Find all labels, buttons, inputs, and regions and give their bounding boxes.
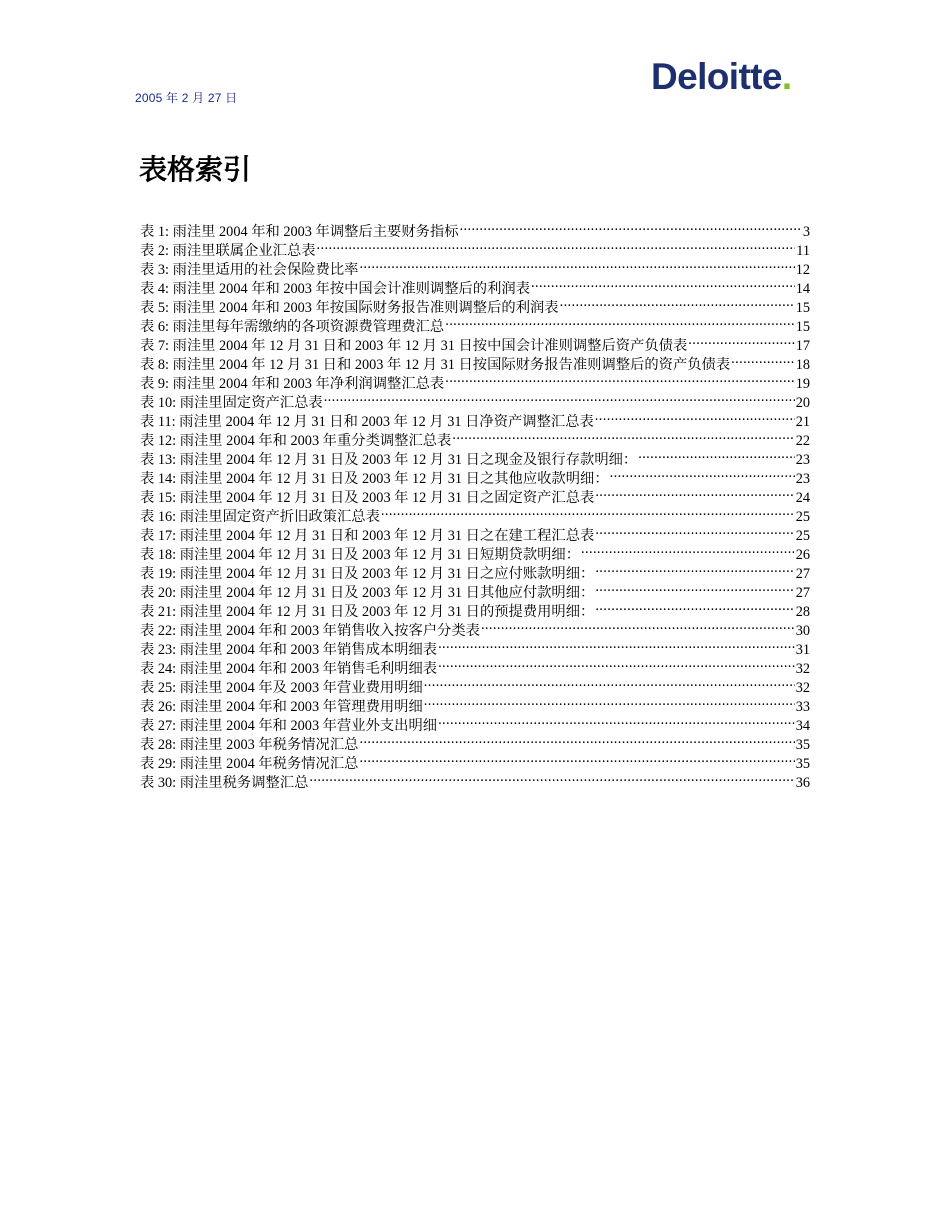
toc-dot-leader [638,445,794,464]
toc-entry-page-number: 30 [795,623,810,639]
toc-entry-page-number: 20 [795,395,810,411]
toc-dot-leader [424,673,795,692]
toc-entry-page-number: 26 [795,547,810,563]
toc-dot-leader [381,502,795,521]
toc-entry-page-number: 12 [795,262,810,278]
toc-entry-page-number: 23 [795,452,810,468]
toc-dot-leader [731,350,795,369]
toc-entry-page-number: 19 [795,376,810,392]
toc-entry-title: 表 30: 雨洼里税务调整汇总 [140,775,309,791]
toc-dot-leader [359,749,794,768]
toc-entry-title: 表 8: 雨洼里 2004 年 12 月 31 日和 2003 年 12 月 31 日按国际财务报告准则调整后的资产负债表 [140,357,731,373]
logo-green-dot: . [781,56,792,97]
toc-entry-page-number: 25 [795,528,810,544]
toc-entry-page-number: 27 [795,585,810,601]
toc-dot-leader [595,578,794,597]
toc-dot-leader [445,369,794,388]
toc-dot-leader [595,483,794,502]
toc-entry-title: 表 25: 雨洼里 2004 年及 2003 年营业费用明细 [140,680,423,696]
toc-dot-leader [595,521,794,540]
toc-entry-page-number: 15 [795,319,810,335]
toc-entry-title: 表 2: 雨洼里联属企业汇总表 [140,243,316,259]
toc-entry-title: 表 27: 雨洼里 2004 年和 2003 年营业外支出明细 [140,718,438,734]
toc-dot-leader [581,540,795,559]
logo-wordmark: Deloitte [651,56,782,97]
toc-entry-page-number: 36 [795,775,810,791]
toc-entry-title: 表 6: 雨洼里每年需缴纳的各项资源费管理费汇总 [140,319,445,335]
toc-entry-title: 表 13: 雨洼里 2004 年 12 月 31 日及 2003 年 12 月 31 日之现金及银行存款明细： [140,452,638,468]
toc-dot-leader [531,274,795,293]
page-title: 表格索引 [139,153,252,186]
toc-dot-leader [560,293,795,312]
toc-entry-page-number: 17 [795,338,810,354]
toc-entry-title: 表 26: 雨洼里 2004 年和 2003 年管理费用明细 [140,699,423,715]
toc-dot-leader [438,711,795,730]
toc-dot-leader [452,426,794,445]
toc-entry-title: 表 1: 雨洼里 2004 年和 2003 年调整后主要财务指标 [140,224,459,240]
toc-entry[interactable] [140,217,810,240]
toc-entry-page-number: 22 [795,433,810,449]
toc-entry-title: 表 21: 雨洼里 2004 年 12 月 31 日及 2003 年 12 月 31 日的预提费用明细： [140,604,595,620]
toc-dot-leader [610,464,795,483]
toc-entry-page-number: 33 [795,699,810,715]
toc-entry-page-number: 32 [795,661,810,677]
toc-entry-page-number: 28 [795,604,810,620]
toc-entry-page-number: 32 [795,680,810,696]
toc-entry-page-number: 31 [795,642,810,658]
toc-dot-leader [445,312,794,331]
toc-dot-leader [424,692,795,711]
toc-entry-title: 表 22: 雨洼里 2004 年和 2003 年销售收入按客户分类表 [140,623,480,639]
toc-entry-title: 表 15: 雨洼里 2004 年 12 月 31 日及 2003 年 12 月 31 日之固定资产汇总表 [140,490,595,506]
toc-entry-page-number: 11 [796,243,810,259]
toc-entry-page-number: 14 [795,281,810,297]
toc-entry-page-number: 21 [795,414,810,430]
toc-entry-page-number: 35 [795,737,810,753]
toc-entry-page-number: 27 [795,566,810,582]
toc-entry-title: 表 23: 雨洼里 2004 年和 2003 年销售成本明细表 [140,642,438,658]
toc-entry-page-number: 35 [795,756,810,772]
toc-entry-page-number: 34 [795,718,810,734]
toc-entry-title: 表 29: 雨洼里 2004 年税务情况汇总 [140,756,359,772]
toc-entry-title: 表 12: 雨洼里 2004 年和 2003 年重分类调整汇总表 [140,433,452,449]
deloitte-logo [651,56,792,98]
toc-entry-page-number: 25 [795,509,810,525]
toc-entry-title: 表 19: 雨洼里 2004 年 12 月 31 日及 2003 年 12 月 31 日之应付账款明细： [140,566,595,582]
toc-entry-title: 表 16: 雨洼里固定资产折旧政策汇总表 [140,509,380,525]
toc-entry-title: 表 9: 雨洼里 2004 年和 2003 年净利润调整汇总表 [140,376,445,392]
toc-dot-leader [324,388,795,407]
toc-entry-title: 表 10: 雨洼里固定资产汇总表 [140,395,323,411]
toc-dot-leader [460,217,802,236]
toc-entry-title: 表 14: 雨洼里 2004 年 12 月 31 日及 2003 年 12 月 31 日之其他应收款明细： [140,471,609,487]
toc-entry-title: 表 7: 雨洼里 2004 年 12 月 31 日和 2003 年 12 月 31 日按中国会计准则调整后资产负债表 [140,338,688,354]
toc-dot-leader [595,559,794,578]
table-index-list [140,217,810,791]
toc-dot-leader [359,255,794,274]
document-date: 2005 年 2 月 27 日 [135,91,238,105]
toc-dot-leader [317,236,796,255]
toc-dot-leader [595,597,794,616]
toc-entry-page-number: 23 [795,471,810,487]
toc-entry-page-number: 15 [795,300,810,316]
toc-dot-leader [438,635,795,654]
toc-entry-title: 表 5: 雨洼里 2004 年和 2003 年按国际财务报告准则调整后的利润表 [140,300,559,316]
toc-entry-title: 表 4: 雨洼里 2004 年和 2003 年按中国会计准则调整后的利润表 [140,281,530,297]
toc-dot-leader [688,331,794,350]
toc-entry-title: 表 17: 雨洼里 2004 年 12 月 31 日和 2003 年 12 月 31 日之在建工程汇总表 [140,528,595,544]
toc-dot-leader [481,616,795,635]
toc-entry-title: 表 28: 雨洼里 2003 年税务情况汇总 [140,737,359,753]
toc-entry-title: 表 18: 雨洼里 2004 年 12 月 31 日及 2003 年 12 月 31 日短期贷款明细： [140,547,581,563]
toc-entry-page-number: 3 [802,224,810,240]
toc-entry-page-number: 18 [795,357,810,373]
toc-dot-leader [438,654,795,673]
toc-entry-title: 表 11: 雨洼里 2004 年 12 月 31 日和 2003 年 12 月 31 日净资产调整汇总表 [140,414,594,430]
toc-entry-title: 表 3: 雨洼里适用的社会保险费比率 [140,262,359,278]
toc-dot-leader [309,768,794,787]
toc-entry-title: 表 24: 雨洼里 2004 年和 2003 年销售毛利明细表 [140,661,438,677]
toc-dot-leader [359,730,794,749]
toc-entry-title: 表 20: 雨洼里 2004 年 12 月 31 日及 2003 年 12 月 31 日其他应付款明细： [140,585,595,601]
toc-entry-page-number: 24 [795,490,810,506]
toc-dot-leader [595,407,795,426]
